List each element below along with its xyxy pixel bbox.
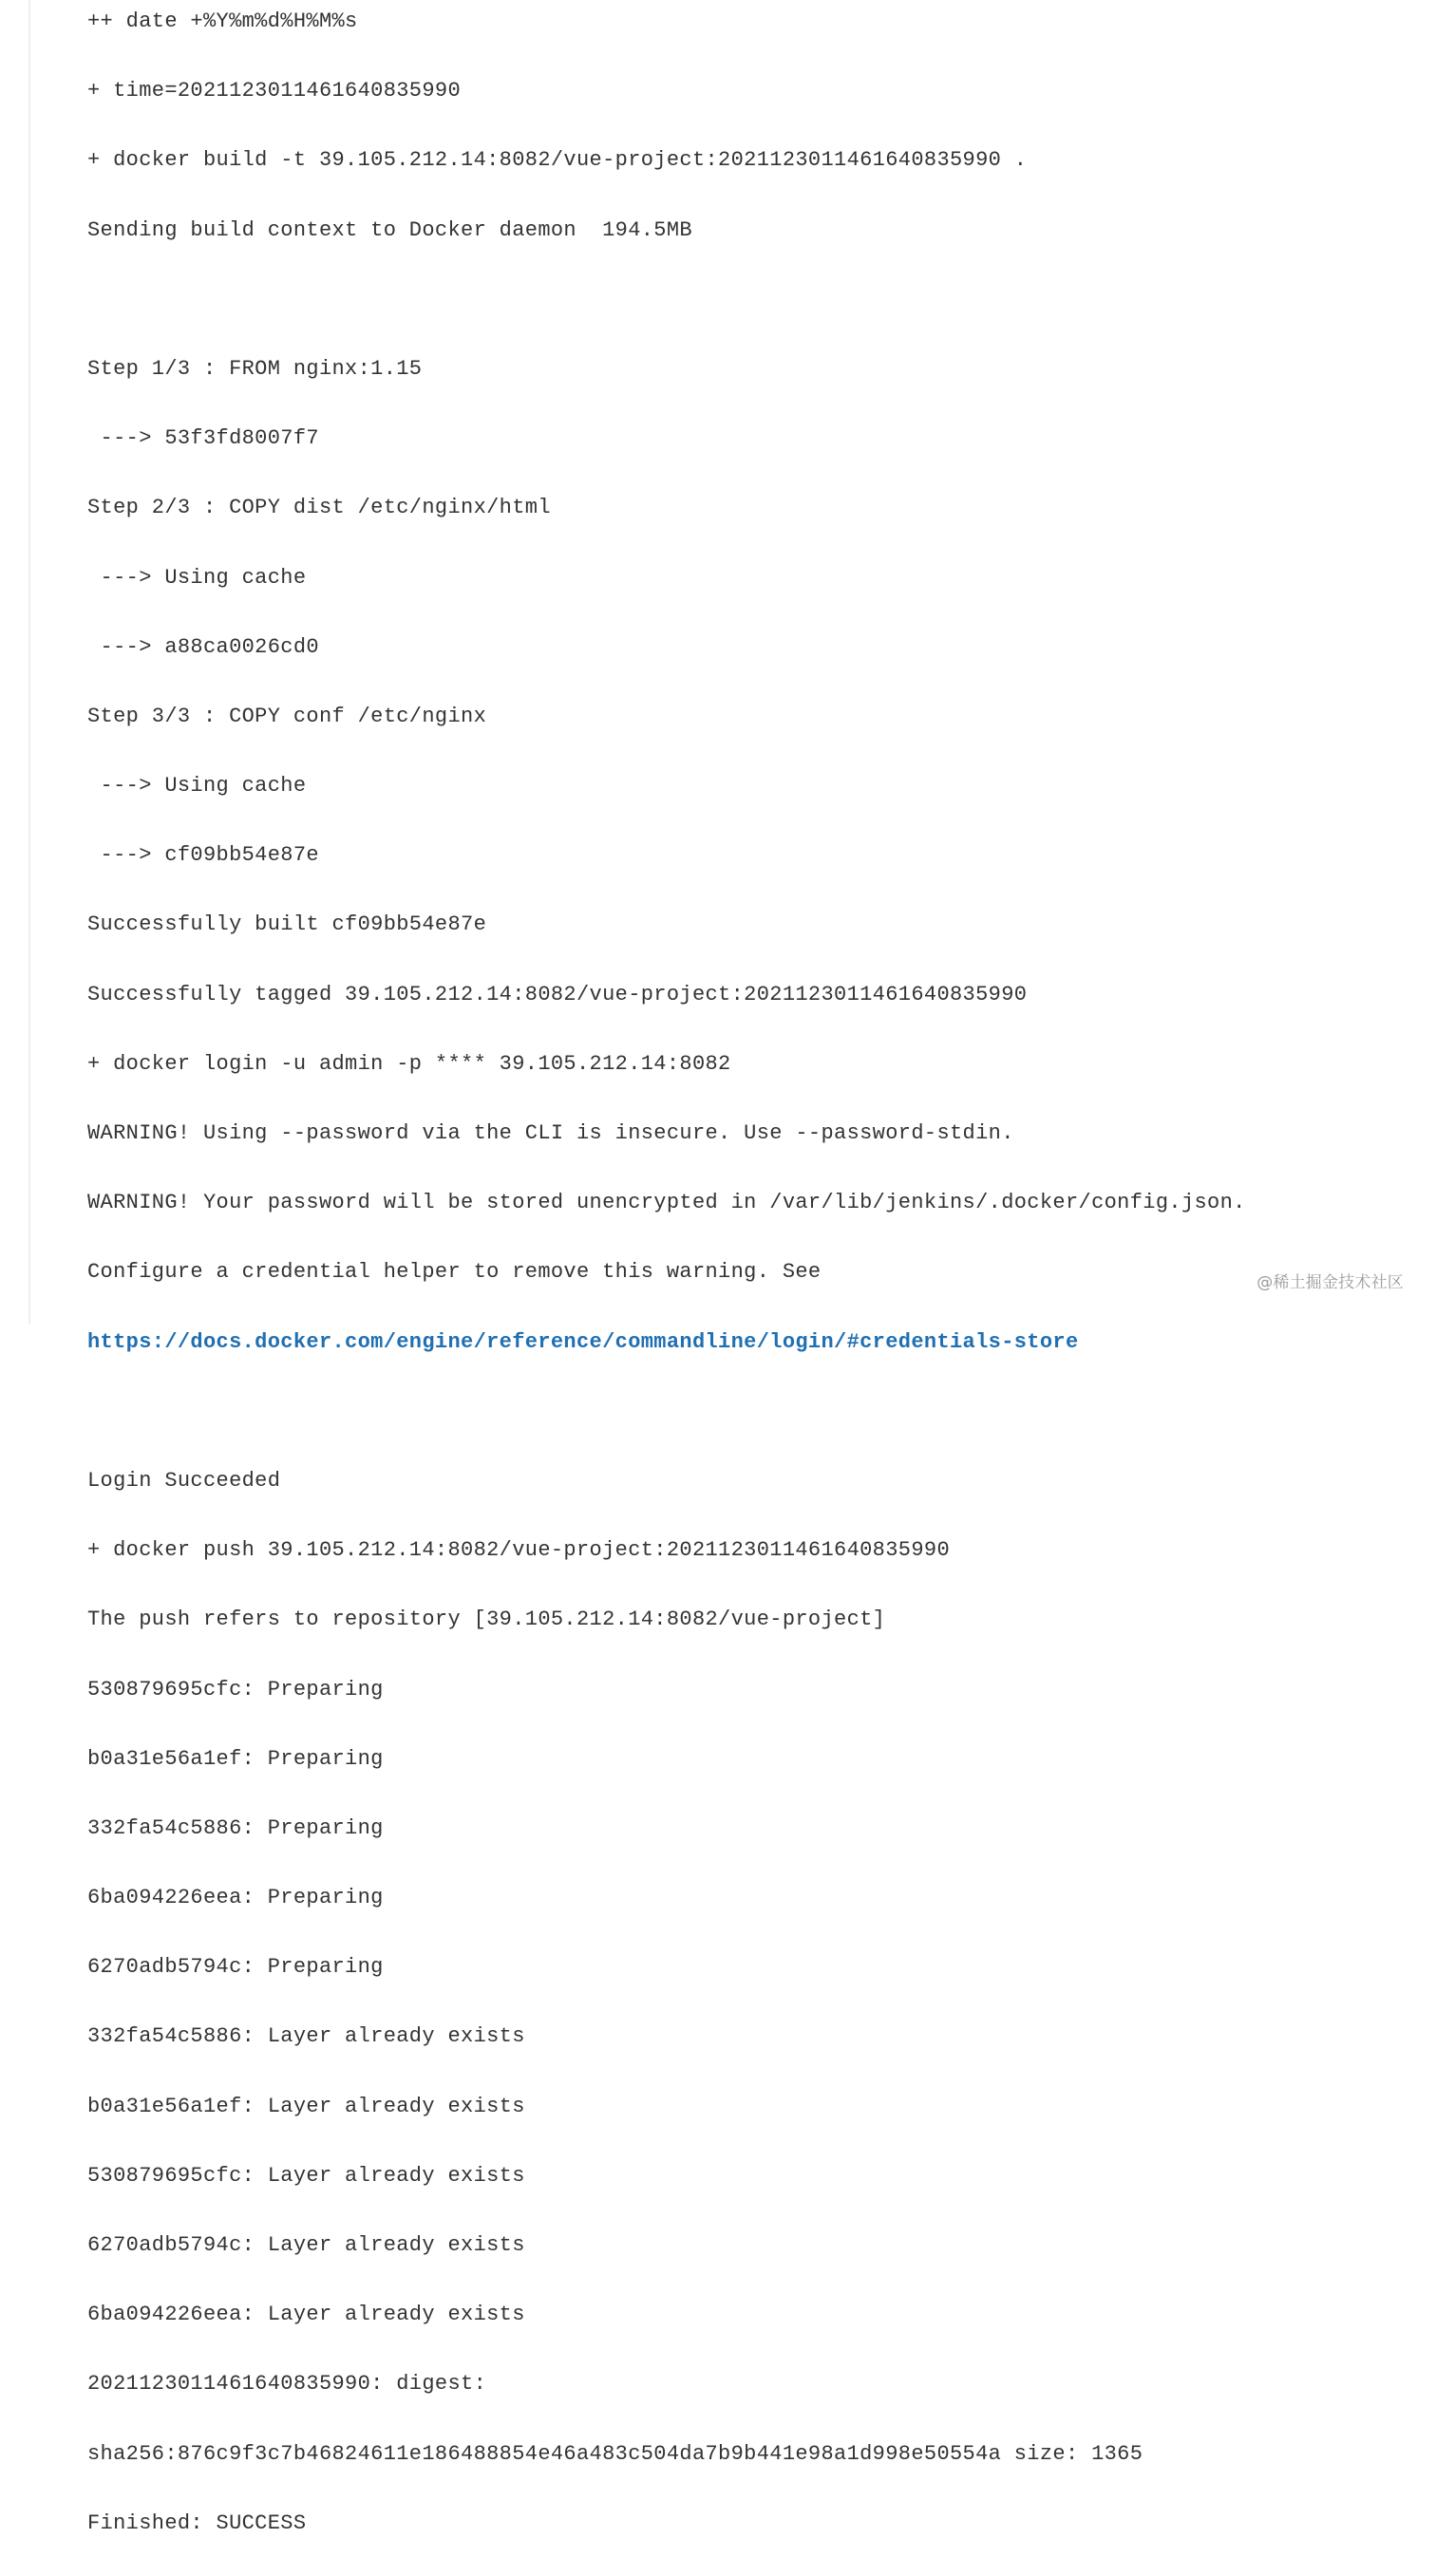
console-line: ---> Using cache [87, 774, 307, 799]
console-line: WARNING! Your password will be stored unencrypted in /var/lib/jenkins/.docker/config.json. [87, 1191, 1246, 1215]
console-line: ---> a88ca0026cd0 [87, 634, 319, 659]
credentials-store-link[interactable]: https://docs.docker.com/engine/reference/commandline/login/#credentials-store [87, 1329, 1079, 1354]
console-line: 530879695cfc: Preparing [87, 1677, 384, 1702]
console-line [87, 1395, 1417, 1430]
console-line: 530879695cfc: Layer already exists [87, 2163, 525, 2188]
console-line: Finished: SUCCESS [87, 2510, 307, 2535]
console-line: ---> cf09bb54e87e [87, 843, 319, 868]
console-line: sha256:876c9f3c7b46824611e186488854e46a483c504da7b9b441e98a1d998e50554a size: 1365 [87, 2441, 1143, 2466]
console-line: b0a31e56a1ef: Layer already exists [87, 2094, 525, 2118]
console-line: + docker push 39.105.212.14:8082/vue-project:2021123011461640835990 [87, 1538, 950, 1563]
console-line: WARNING! Using --password via the CLI is insecure. Use --password-stdin. [87, 1121, 1014, 1145]
console-line: ---> 53f3fd8007f7 [87, 426, 319, 451]
console-line: Login Succeeded [87, 1468, 281, 1493]
console-line: ---> Using cache [87, 565, 307, 590]
console-line: 332fa54c5886: Preparing [87, 1815, 384, 1840]
console-line: b0a31e56a1ef: Preparing [87, 1746, 384, 1771]
console-line: 6ba094226eea: Layer already exists [87, 2303, 525, 2327]
console-line: + time=20211230114616408359​90 [87, 79, 462, 103]
console-line [87, 283, 1417, 318]
console-line: Successfully tagged 39.105.212.14:8082/vue-project:2021123011461640835990 [87, 982, 1028, 1006]
watermark: @稀土掘金技术社区 [1256, 1273, 1404, 1292]
console-line: 2021123011461640835990: digest: [87, 2372, 487, 2397]
console-line: The push refers to repository [39.105.212.14:8082/vue-project] [87, 1608, 886, 1632]
console-line: 6ba094226eea: Preparing [87, 1886, 384, 1910]
left-border [28, 0, 30, 1325]
console-line: + docker build -t 39.105.212.14:8082/vue-project:2021123011461640835990 . [87, 148, 1028, 173]
console-line: Successfully built cf09bb54e87e [87, 912, 487, 937]
console-line: 332fa54c5886: Layer already exists [87, 2024, 525, 2049]
console-line: Configure a credential helper to remove this warning. See [87, 1260, 822, 1285]
console-output [87, 5, 1417, 2576]
console-line: Sending build context to Docker daemon 194.5MB [87, 217, 692, 242]
console-line: ++ date +%Y%m%d%H%M%s [87, 9, 358, 33]
console-line: 6270adb5794c: Layer already exists [87, 2233, 525, 2257]
console-line: Step 3/3 : COPY conf /etc/nginx [87, 704, 487, 728]
console-line: 6270adb5794c: Preparing [87, 1955, 384, 1980]
console-line: + docker login -u admin -p **** 39.105.212.14:8082 [87, 1051, 731, 1076]
console-line: Step 2/3 : COPY dist /etc/nginx/html [87, 496, 551, 520]
console-line: Step 1/3 : FROM nginx:1.15 [87, 356, 423, 381]
